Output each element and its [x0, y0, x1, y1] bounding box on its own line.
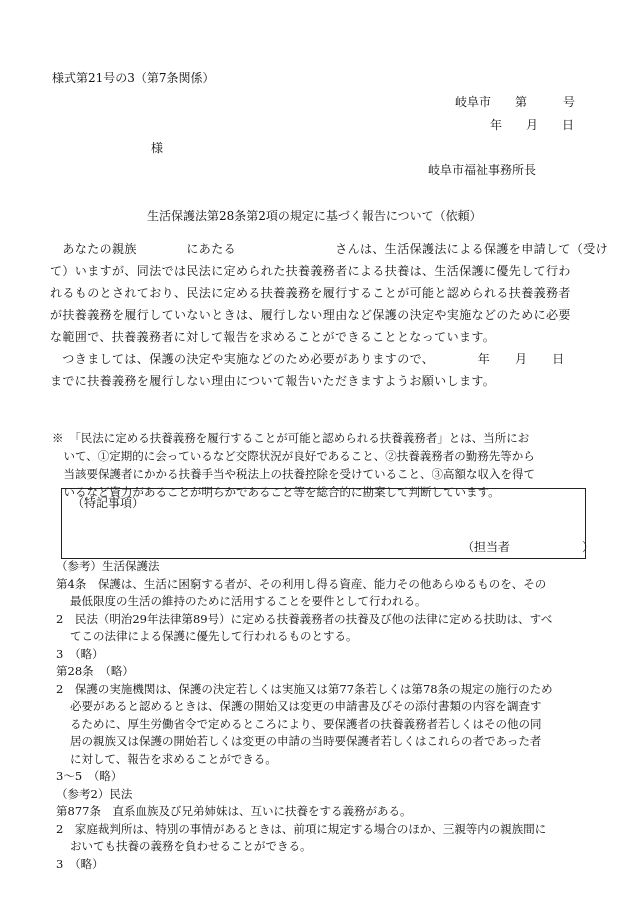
recipient-suffix: 様: [151, 141, 164, 155]
reference-line: 居の親族又は保護の開始若しくは変更の申請の当時要保護者若しくはこれらの者であった者: [70, 734, 542, 748]
request-body: [50, 238, 609, 392]
body-line: な範囲で、扶養義務者に対して報告を求めることができることとなっています。: [50, 330, 496, 344]
reference-line: に対して、報告を求めることができる。: [70, 751, 277, 766]
body-line: れるものとされており、民法に定める扶養義務を履行することが可能と認められる扶養義務者: [50, 286, 571, 300]
reference-section: [56, 558, 586, 873]
reference-line: 第877条 直系血族及び兄弟姉妹は、互いに扶養をする義務がある。: [56, 804, 412, 818]
note-line: ※ 「民法に定める扶養義務を履行することが可能と認められる扶養義務者」とは、当所にお: [52, 431, 530, 445]
body-line: つきましては、保護の決定や実施などのため必要がありますので、 年 月 日: [50, 352, 565, 366]
reference-line: 必要があると認めるときは、保護の開始又は変更の申請書及びその添付書類の内容を調査す: [70, 699, 542, 713]
sender-name: 岐阜市福祉事務所長: [428, 163, 537, 177]
doc-number: 岐阜市 第 号: [455, 95, 576, 109]
reference-line: 3 （略）: [56, 646, 104, 661]
reference-line: 3〜5 （略）: [56, 769, 123, 783]
special-remarks-box: [61, 488, 595, 559]
note-line: 当該要保護者にかかる扶養手当や税法上の扶養控除を受けていること、③高額な収入を得て: [52, 467, 535, 481]
body-line: て）いますが、同法では民法に定められた扶養義務者による扶養は、生活保護に優先して行わ: [50, 264, 571, 278]
reference-line: 第28条 （略）: [56, 664, 134, 678]
reference-line: 最低限度の生活の維持のために活用することを要件として行われる。: [70, 594, 427, 608]
special-remarks-label: （特記事項）: [72, 496, 145, 510]
staff-field: （担当者 ）: [462, 540, 595, 554]
reference-line: てこの法律による保護に優先して行われるものとする。: [70, 629, 358, 643]
form-id: 様式第21号の3（第7条関係）: [52, 71, 215, 85]
reference-line: 2 保護の実施機関は、保護の決定若しくは実施又は第77条若しくは第78条の規定の施行のため: [56, 681, 553, 696]
reference-line: 3 （略）: [56, 856, 104, 871]
document-title: 生活保護法第28条第2項の規定に基づく報告について（依頼）: [147, 209, 482, 223]
reference-line: （参考2）民法: [56, 786, 133, 801]
reference-line: （参考）生活保護法: [56, 559, 160, 573]
reference-line: 第4条 保護は、生活に困窮する者が、その利用し得る資産、能力その他あらゆるものを、その: [56, 576, 547, 591]
note-line: いて、①定期的に会っているなど交際状況が良好であること、②扶養義務者の勤務先等から: [52, 449, 535, 463]
reference-line: おいても扶養の義務を負わせることができる。: [70, 839, 312, 853]
note-line: いるなど資力があることが明らかであること等を総合的に勘案して判断しています。: [52, 485, 500, 499]
body-line: までに扶養義務を履行しない理由について報告いただきますようお願いします。: [50, 374, 496, 388]
reference-line: 2 民法（明治29年法律第89号）に定める扶養義務者の扶養及び他の法律に定める扶助は、すべ: [56, 611, 553, 626]
reference-line: るために、厚生労働省令で定めるところにより、要保護者の扶養義務者若しくはその他の同: [70, 716, 542, 731]
body-line: あなたの親族 にあたる さんは、生活保護法による保護を申請して（受け: [50, 242, 609, 256]
reference-line: 2 家庭裁判所は、特別の事情があるときは、前項に規定する場合のほか、三親等内の親族間に: [56, 821, 547, 836]
issue-date: 年 月 日: [490, 118, 575, 132]
body-line: が扶養義務を履行していないときは、履行しない理由など保護の決定や実施などのために必要: [50, 308, 571, 322]
